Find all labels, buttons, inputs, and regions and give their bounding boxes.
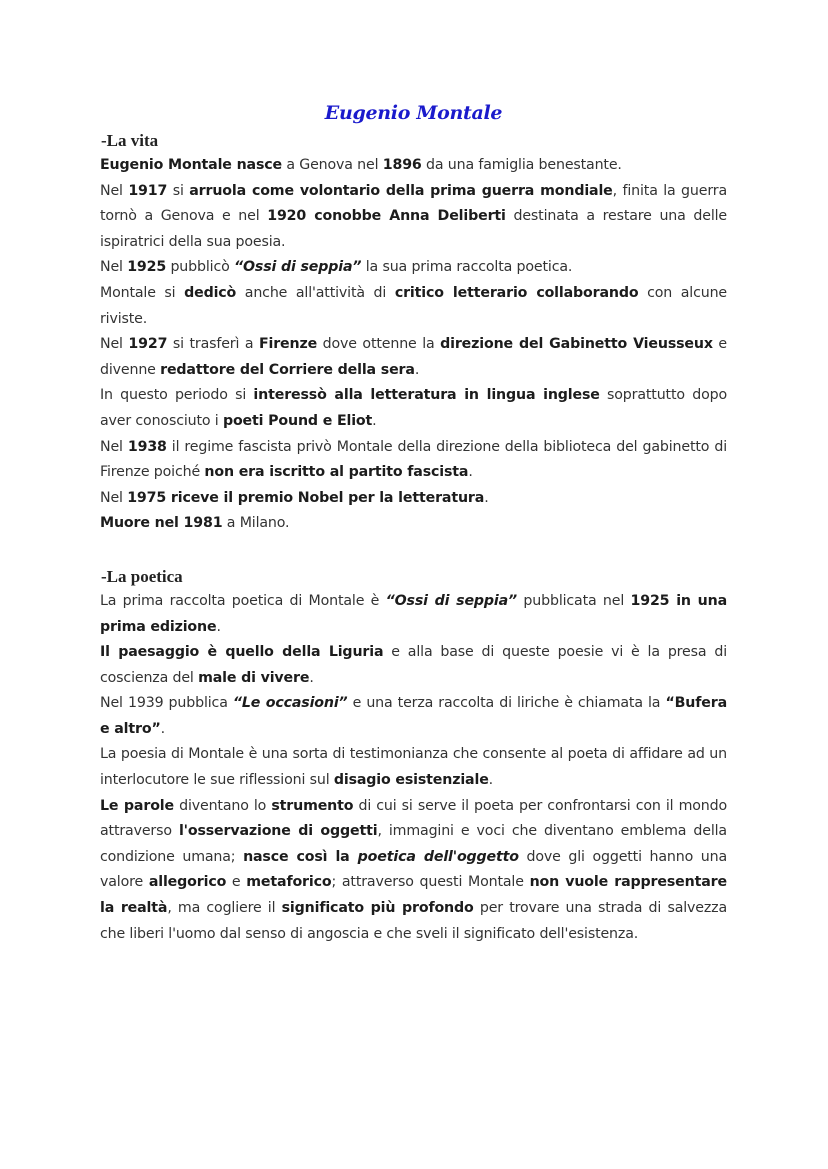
- bold-italic-text-run: “Ossi di seppia”: [234, 259, 362, 276]
- bold-text-run: direzione del Gabinetto Vieusseux: [440, 336, 713, 353]
- text-run: .: [309, 669, 314, 686]
- bold-text-run: Le parole: [100, 797, 174, 814]
- section-heading-la-poetica: -La poetica: [101, 566, 183, 586]
- text-run: Nel: [100, 336, 129, 353]
- text-run: dove ottenne la: [317, 336, 441, 353]
- paragraph: [100, 486, 727, 512]
- bold-text-run: 1975 riceve il premio Nobel per la letteratura: [127, 489, 485, 506]
- bold-text-run: Il paesaggio è quello della Liguria: [100, 644, 384, 661]
- text-run: da una famiglia benestante.: [421, 157, 622, 173]
- text-run: .: [488, 772, 494, 789]
- text-run: , finita la guerra tornò a Genova e nel: [100, 182, 727, 225]
- text-run: e alla base di queste poesie vi è la presa di coscienza del: [100, 644, 727, 686]
- bold-text-run: 1917: [128, 182, 168, 199]
- text-run: per trovare una strada di salvezza che liberi l'uomo dal senso di angoscia e che sveli il significato dell'esistenza.: [100, 900, 727, 942]
- bold-text-run: 1925 in una prima edizione: [100, 592, 727, 635]
- bold-text-run: metaforico: [246, 874, 332, 891]
- bold-text-run: “Bufera e altro”: [100, 695, 728, 737]
- paragraph: [100, 742, 727, 793]
- paragraph: [100, 435, 727, 486]
- bold-text-run: 1925: [127, 259, 167, 276]
- paragraph: [100, 179, 727, 256]
- text-run: il regime fascista privò Montale della direzione della biblioteca del gabinetto di Firenze poiché: [100, 438, 727, 481]
- text-run: .: [372, 412, 377, 429]
- bold-text-run: 1920 conobbe Anna Deliberti: [267, 208, 506, 225]
- document-title: Eugenio Montale: [324, 102, 503, 124]
- bold-text-run: interessò alla letteratura in lingua inglese: [253, 387, 600, 404]
- paragraph: [100, 794, 727, 948]
- text-run: .: [216, 618, 221, 635]
- text-run: anche all'attività di: [236, 284, 395, 301]
- text-run: ; attraverso questi Montale: [331, 874, 530, 891]
- text-run: Nel: [100, 182, 129, 199]
- bold-text-run: critico letterario collaborando: [394, 284, 639, 301]
- text-run: la sua prima raccolta poetica.: [361, 259, 573, 276]
- section-body-la-poetica: [100, 589, 727, 947]
- bold-text-run: nasce così la: [243, 848, 358, 865]
- text-run: di cui si serve il poeta per confrontarsi con il mondo attraverso: [100, 797, 727, 840]
- bold-text-run: Eugenio Montale nasce: [100, 157, 282, 173]
- text-run: In questo periodo si: [100, 387, 254, 404]
- paragraph: [100, 332, 727, 383]
- bold-text-run: l'osservazione di oggetti: [178, 823, 378, 840]
- text-run: , immagini e voci che diventano emblema della condizione umana;: [100, 823, 727, 865]
- paragraph: [100, 589, 727, 640]
- document-page: [100, 98, 727, 947]
- paragraph: [100, 640, 727, 691]
- bold-text-run: significato più profondo: [281, 900, 474, 917]
- text-run: pubblicò: [166, 259, 234, 276]
- text-run: soprattutto dopo aver conosciuto i: [100, 387, 727, 429]
- bold-text-run: strumento: [271, 797, 354, 814]
- text-run: a Genova nel: [281, 157, 383, 173]
- bold-text-run: allegorico: [148, 874, 227, 891]
- bold-text-run: dedicò: [184, 284, 237, 301]
- bold-text-run: redattore del Corriere della sera: [160, 361, 415, 378]
- text-run: e: [226, 874, 247, 891]
- text-run: .: [160, 720, 166, 737]
- text-run: con alcune riviste.: [100, 284, 728, 327]
- section-la-poetica: [100, 565, 727, 947]
- bold-text-run: male di vivere: [198, 669, 310, 686]
- text-run: e una terza raccolta di liriche è chiamata la: [347, 695, 666, 712]
- text-run: .: [468, 464, 473, 481]
- text-run: e divenne: [100, 336, 727, 378]
- text-run: diventano lo: [173, 797, 272, 814]
- bold-text-run: disagio esistenziale: [333, 772, 489, 789]
- text-run: , ma cogliere il: [167, 900, 282, 917]
- text-run: Montale si: [100, 284, 185, 301]
- bold-text-run: non vuole rappresentare la realtà: [100, 874, 727, 917]
- text-run: La prima raccolta poetica di Montale è: [100, 592, 386, 609]
- bold-text-run: 1896: [382, 157, 422, 173]
- bold-text-run: non era iscritto al partito fascista: [204, 464, 469, 481]
- section-body-la-vita: [100, 153, 727, 537]
- bold-italic-text-run: “Le occasioni”: [232, 695, 348, 712]
- bold-text-run: arruola come volontario della prima guerra mondiale: [189, 182, 613, 199]
- bold-italic-text-run: “Ossi di seppia”: [385, 592, 518, 609]
- bold-text-run: poeti Pound e Eliot: [222, 412, 373, 429]
- text-run: Nel: [100, 438, 128, 455]
- bold-italic-text-run: poetica dell'oggetto: [357, 848, 519, 865]
- paragraph: [100, 511, 727, 537]
- text-run: si trasferì a: [167, 336, 259, 353]
- section-heading-la-vita: -La vita: [101, 131, 159, 150]
- paragraph: [100, 255, 727, 281]
- text-run: .: [484, 489, 489, 506]
- text-run: Nel: [100, 489, 128, 506]
- paragraph: [100, 691, 727, 742]
- paragraph: [100, 153, 727, 179]
- bold-text-run: 1927: [128, 336, 168, 353]
- text-run: destinata a restare una delle ispiratrici della sua poesia.: [100, 208, 727, 250]
- bold-text-run: Muore nel 1981: [100, 515, 223, 532]
- text-run: .: [414, 361, 420, 378]
- text-run: dove gli oggetti hanno una valore: [100, 848, 727, 891]
- paragraph: [100, 383, 727, 434]
- text-run: Nel 1939 pubblica: [100, 695, 233, 712]
- text-run: Nel: [100, 259, 128, 276]
- section-la-vita: [100, 129, 727, 537]
- bold-text-run: 1938: [127, 438, 167, 455]
- text-run: si: [167, 182, 190, 199]
- paragraph: [100, 281, 727, 332]
- text-run: La poesia di Montale è una sorta di testimonianza che consente al poeta di affidare ad un interlocutore le sue riflessioni sul: [100, 746, 727, 789]
- text-run: a Milano.: [222, 515, 290, 532]
- text-run: pubblicata nel: [517, 592, 631, 609]
- bold-text-run: Firenze: [258, 336, 318, 353]
